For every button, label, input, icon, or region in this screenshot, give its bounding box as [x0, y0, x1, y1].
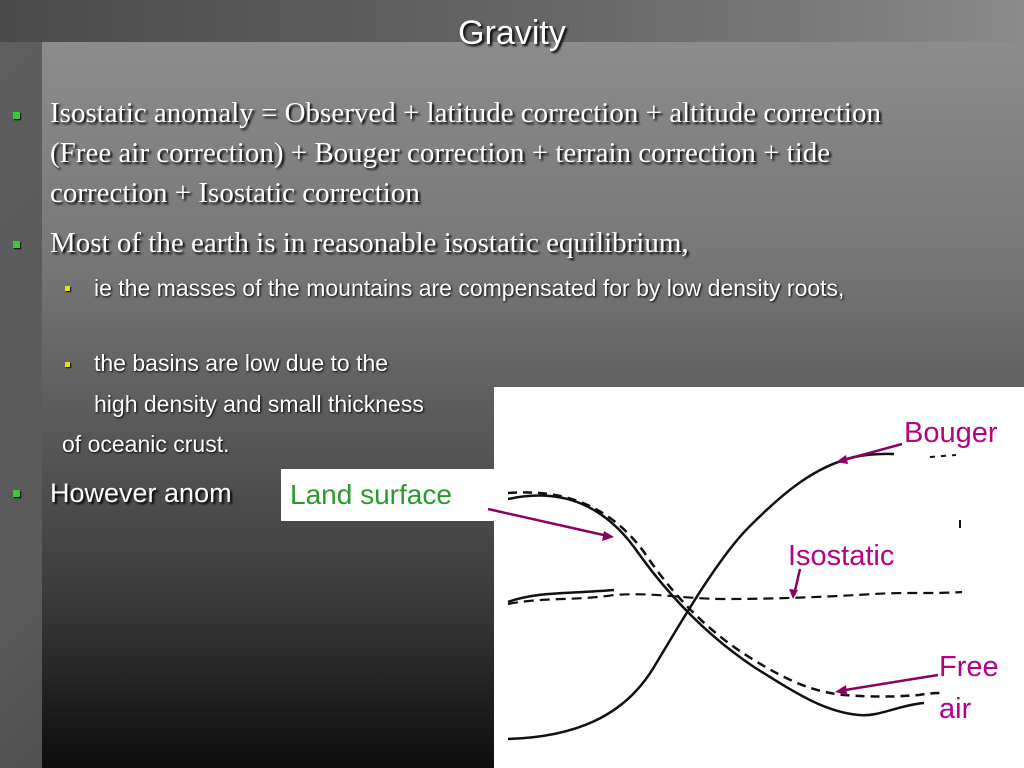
bouger-arrow: [840, 444, 902, 461]
free-air-arrow: [839, 675, 938, 691]
continuation-oceanic-crust: of oceanic crust.: [62, 431, 230, 457]
bullet-isostatic-equilibrium: Most of the earth is in reasonable isostatic equilibrium,: [50, 227, 689, 259]
bullet-marker: [13, 490, 20, 497]
free-air-arrowhead: [835, 685, 847, 695]
free-air-label-line1: Free: [939, 651, 999, 683]
bullet-marker: [13, 241, 20, 248]
continuation-high-density: high density and small thickness: [94, 391, 424, 417]
free-air-label-line2: air: [939, 693, 972, 725]
sub-bullet-basins: the basins are low due to the: [94, 350, 389, 376]
sub-bullet-marker: [65, 362, 70, 367]
isostatic-left-solid: [508, 590, 614, 602]
sub-bullet-marker: [65, 286, 70, 291]
isostatic-curve: [508, 592, 962, 604]
slide-title: Gravity: [458, 14, 566, 52]
isostatic-label: Isostatic: [788, 540, 895, 572]
bullet-isostatic-anomaly: Isostatic anomaly = Observed + latitude correction + altitude correction (Free air correction) + Bouger correction + terrain correction + tide correction + Isostatic correction: [50, 97, 881, 209]
sub-bullet-mountain-roots: ie the masses of the mountains are compensated for by low density roots,: [94, 275, 845, 301]
bouger-tail: [930, 455, 956, 457]
land-surface-label: Land surface: [281, 469, 494, 521]
bullet-however: However anom: [50, 478, 232, 508]
land-surface-arrow: [486, 500, 626, 560]
bullet-marker: [13, 112, 20, 119]
bouger-label: Bouger: [904, 417, 998, 449]
